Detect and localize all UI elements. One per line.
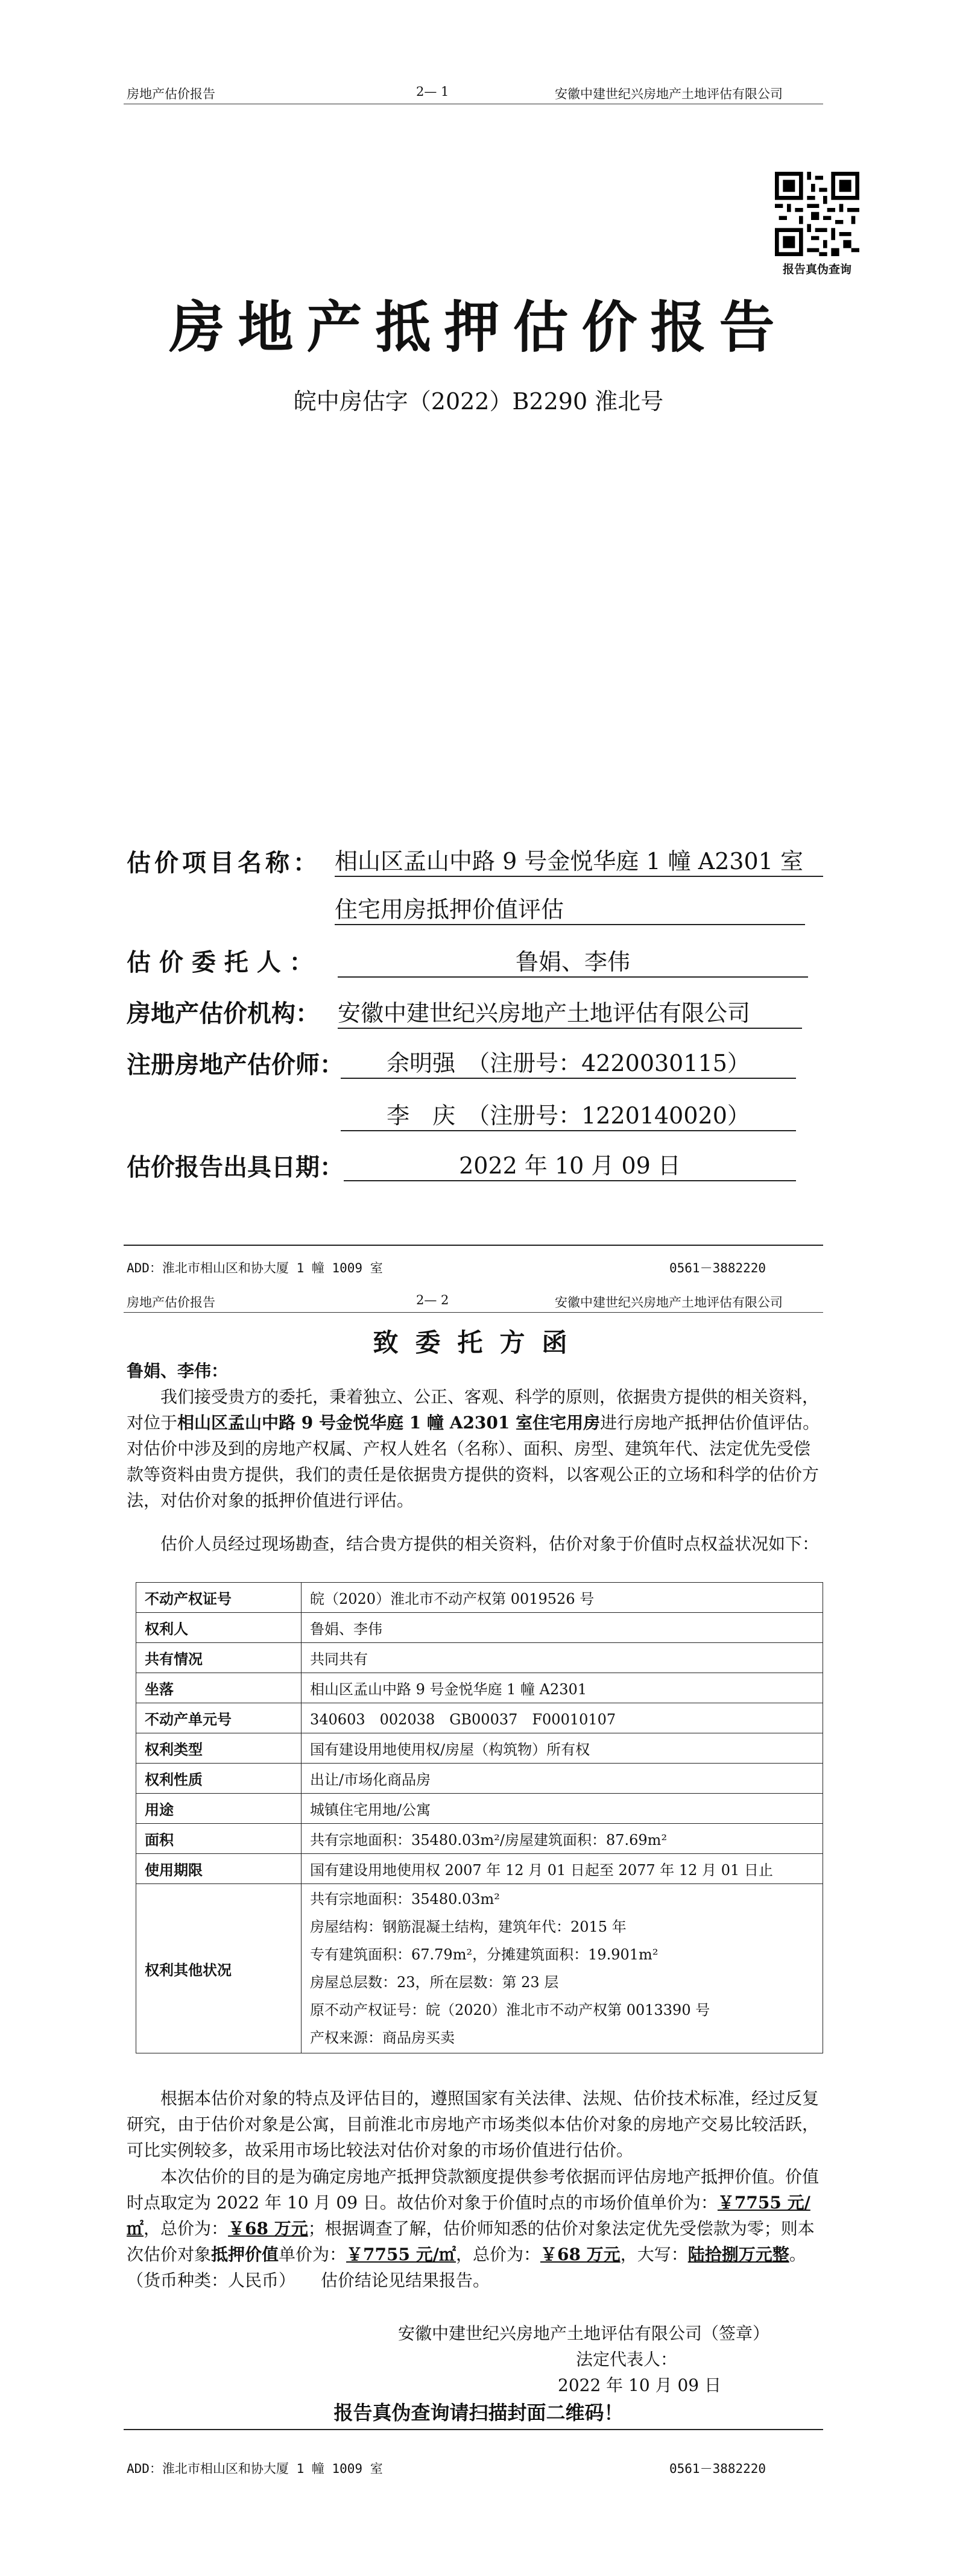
client-label: 估 价 委 托 人 ： — [127, 948, 314, 976]
mortgage-value-label: 抵押价值 — [211, 2245, 279, 2264]
total-label: ，总价为： — [144, 2219, 229, 2238]
table-value: 共有宗地面积：35480.03m²/房屋建筑面积：87.69m² — [302, 1824, 823, 1854]
table-value: 鲁娟、李伟 — [302, 1613, 823, 1643]
unit-label: 单价为： — [279, 2245, 347, 2264]
appraiser-1: 余明强 （注册号：4220030115） — [341, 1045, 796, 1079]
other-line: 专有建筑面积：67.79m²，分摊建筑面积：19.901m² — [310, 1946, 659, 1963]
page2-header-center: 2— 2 — [416, 1293, 449, 1307]
page2-header-left: 房地产估价报告 — [127, 1295, 215, 1310]
table-key: 权利其他状况 — [136, 1884, 302, 2053]
paragraph-1 — [127, 1384, 826, 1513]
table-value: 340603 002038 GB00037 F00010107 — [302, 1703, 823, 1733]
table-value: 共同共有 — [302, 1643, 823, 1673]
page1-header-left: 房地产估价报告 — [127, 87, 215, 101]
table-key: 坐落 — [136, 1673, 302, 1703]
page1-header-right: 安徽中建世纪兴房地产土地评估有限公司 — [555, 87, 783, 101]
unit-price: ￥7755 元/㎡ — [127, 2193, 810, 2238]
table-value: 相山区孟山中路 9 号金悦华庭 1 幢 A2301 — [302, 1673, 823, 1703]
other-line: 原不动产权证号：皖（2020）淮北市不动产权第 0013390 号 — [310, 2002, 710, 2018]
table-row — [136, 1733, 823, 1764]
total-price: ￥68 万元 — [228, 2219, 308, 2238]
table-row — [136, 1884, 823, 2053]
table-row — [136, 1854, 823, 1884]
paragraph-4 — [127, 2164, 826, 2293]
paragraph-3: 根据本估价对象的特点及评估目的，遵照国家有关法律、法规、估价技术标准，经过反复研究，由于估价对象是公寓，目前淮北市房地产市场类似本估价对象的房地产交易比较活跃，可比实例较多，故采用市场比较法对估价对象的市场价值进行估价。 — [127, 2088, 820, 2160]
capital-label: ，大写： — [620, 2245, 688, 2264]
salutation: 鲁娟、李伟： — [127, 1361, 229, 1381]
appraiser-2: 李 庆 （注册号：1220140020） — [341, 1097, 796, 1131]
other-line: 房屋总层数：23，所在层数：第 23 层 — [310, 1974, 559, 1991]
table-row — [136, 1794, 823, 1824]
project-label: 估价项目名称： — [127, 849, 321, 877]
capital-amount: 陆拾捌万元整 — [687, 2245, 789, 2264]
table-row — [136, 1764, 823, 1794]
table-row — [136, 1824, 823, 1854]
table-value: 国有建设用地使用权 2007 年 12 月 01 日起至 2077 年 12 月 01 日止 — [302, 1854, 823, 1884]
table-key: 不动产权证号 — [136, 1583, 302, 1613]
project-value-line2: 住宅用房抵押价值评估 — [335, 891, 805, 925]
qr-code-icon[interactable] — [775, 172, 859, 256]
table-key: 用途 — [136, 1794, 302, 1824]
appraiser-label: 注册房地产估价师： — [127, 1051, 344, 1079]
table-row — [136, 1613, 823, 1643]
paragraph-4-a: 本次估价的目的是为确定房地产抵押贷款额度提供参考依据而评估房地产抵押价值。价值时点取定为 2022 年 10 月 09 日。故估价对象于价值时点的市场价值单价为： — [127, 2167, 820, 2213]
table-key: 使用期限 — [136, 1854, 302, 1884]
table-value: 国有建设用地使用权/房屋（构筑物）所有权 — [302, 1733, 823, 1764]
table-value: 皖（2020）淮北市不动产权第 0019526 号 — [302, 1583, 823, 1613]
other-line: 产权来源：商品房买卖 — [310, 2029, 455, 2046]
table-row — [136, 1583, 823, 1613]
page1-header-center: 2— 1 — [416, 84, 449, 99]
project-value-line1: 相山区孟山中路 9 号金悦华庭 1 幢 A2301 室 — [335, 843, 823, 877]
other-line: 共有宗地面积：35480.03m² — [310, 1891, 500, 1908]
page1-footer-address: ADD：淮北市相山区和协大厦 1 幢 1009 室 — [127, 1261, 383, 1275]
table-key: 共有情况 — [136, 1643, 302, 1673]
other-status-cell — [302, 1884, 823, 2053]
letter-title: 致委托方函 — [373, 1328, 584, 1357]
sign-representative: 法定代表人： — [576, 2349, 678, 2369]
agency-value: 安徽中建世纪兴房地产土地评估有限公司 — [338, 994, 802, 1029]
table-value: 出让/市场化商品房 — [302, 1764, 823, 1794]
paragraph-4-b: ；根据调查了解，估价师知悉的估价对象法定优先受偿款为零；则本次估价对象 — [127, 2219, 815, 2264]
qr-label: 报告真伪查询 — [782, 263, 851, 276]
page2-footer-phone: 0561－3882220 — [669, 2461, 766, 2476]
table-key: 权利人 — [136, 1613, 302, 1643]
page2-footer-rule — [124, 2429, 823, 2430]
rights-table — [136, 1582, 823, 2053]
table-value: 城镇住宅用地/公寓 — [302, 1794, 823, 1824]
page2-header-rule — [124, 1312, 823, 1313]
table-key: 权利性质 — [136, 1764, 302, 1794]
sign-company: 安徽中建世纪兴房地产土地评估有限公司（签章） — [398, 2323, 770, 2343]
mortgage-total: ￥68 万元 — [540, 2245, 621, 2264]
page1-footer-phone: 0561－3882220 — [669, 1261, 766, 1275]
date-value: 2022 年 10 月 09 日 — [344, 1147, 796, 1181]
paragraph-4-c: 。（货币种类：人民币） 估价结论见结果报告。 — [127, 2245, 806, 2290]
table-key: 权利类型 — [136, 1733, 302, 1764]
page2-footer-address: ADD：淮北市相山区和协大厦 1 幢 1009 室 — [127, 2461, 383, 2476]
table-row — [136, 1673, 823, 1703]
page2-header-right: 安徽中建世纪兴房地产土地评估有限公司 — [555, 1295, 783, 1310]
other-line: 房屋结构：钢筋混凝土结构，建筑年代：2015 年 — [310, 1918, 627, 1935]
agency-label: 房地产估价机构： — [127, 999, 320, 1028]
document-number: 皖中房估字（2022）B2290 淮北号 — [293, 388, 664, 415]
client-value: 鲁娟、李伟 — [338, 943, 808, 978]
page1-footer-rule — [124, 1245, 823, 1246]
date-label: 估价报告出具日期： — [127, 1153, 344, 1181]
paragraph-1-b: 进行房地产抵押估价值评估。对估价中涉及到的房地产权属、产权人姓名（名称）、面积、房型、建筑年代、法定优先受偿款等资料由贵方提供，我们的责任是依据贵方提供的资料，以客观公正的立场和科学的估价方法，对估价对象的抵押价值进行评估。 — [127, 1413, 820, 1510]
total-label-2: ，总价为： — [455, 2245, 540, 2264]
verification-notice: 报告真伪查询请扫描封面二维码！ — [333, 2401, 624, 2424]
mortgage-unit-price: ￥7755 元/㎡ — [346, 2245, 456, 2264]
table-row — [136, 1703, 823, 1733]
table-key: 面积 — [136, 1824, 302, 1854]
table-key: 不动产单元号 — [136, 1703, 302, 1733]
table-row — [136, 1643, 823, 1673]
paragraph-2: 估价人员经过现场勘查，结合贵方提供的相关资料，估价对象于价值时点权益状况如下： — [160, 1534, 820, 1554]
paragraph-1-bold: 相山区孟山中路 9 号金悦华庭 1 幢 A2301 室住宅用房 — [177, 1413, 601, 1433]
paragraph-1-a: 我们接受贵方的委托，秉着独立、公正、客观、科学的原则，依据贵方提供的相关资料，对位于 — [127, 1387, 820, 1433]
sign-date: 2022 年 10 月 09 日 — [558, 2375, 722, 2395]
report-title: 房地产抵押估价报告 — [169, 295, 788, 360]
